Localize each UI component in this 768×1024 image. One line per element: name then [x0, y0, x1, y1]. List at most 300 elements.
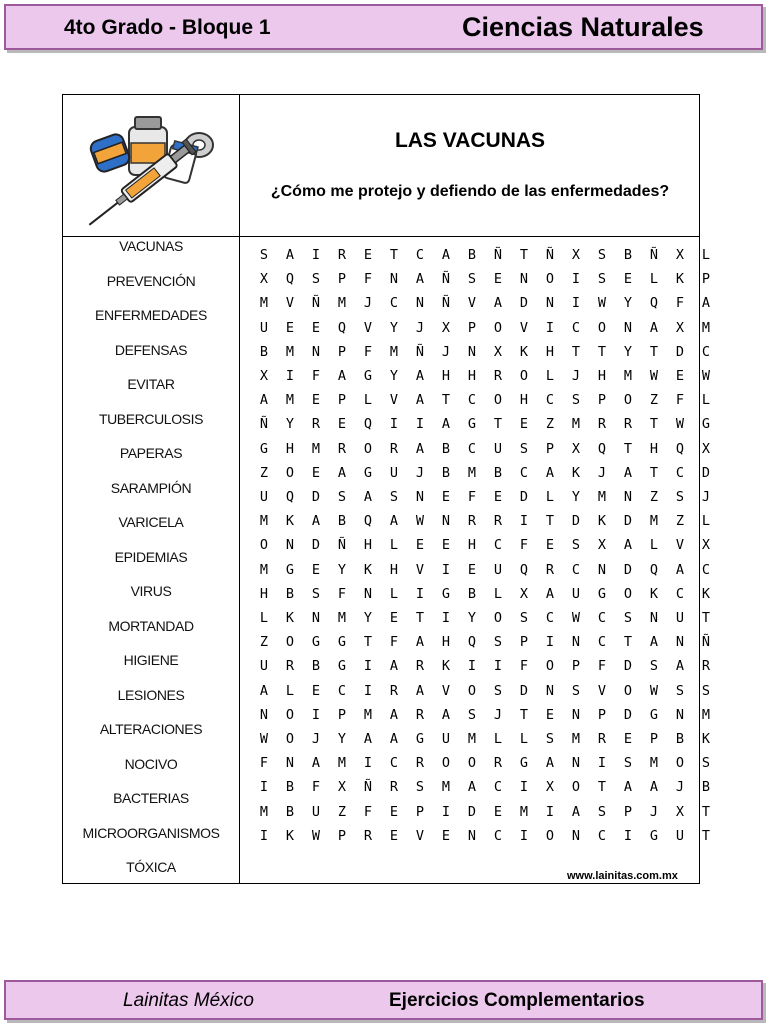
grid-letter[interactable]: C — [675, 464, 685, 481]
grid-letter[interactable]: C — [545, 610, 555, 626]
grid-letter[interactable]: C — [701, 561, 711, 578]
grid-letter[interactable]: I — [389, 416, 399, 433]
grid-letter[interactable]: E — [441, 489, 451, 505]
grid-letter[interactable]: T — [545, 513, 555, 530]
grid-letter[interactable]: O — [571, 779, 581, 796]
grid-letter[interactable]: F — [675, 392, 685, 409]
grid-letter[interactable]: Z — [259, 634, 269, 651]
grid-letter[interactable]: X — [675, 247, 685, 263]
grid-letter[interactable]: Z — [649, 392, 659, 409]
grid-letter[interactable]: N — [363, 585, 373, 602]
grid-letter[interactable]: G — [337, 658, 347, 675]
grid-letter[interactable]: N — [545, 295, 555, 312]
grid-letter[interactable]: V — [389, 392, 399, 409]
grid-letter[interactable]: Y — [623, 295, 633, 312]
grid-letter[interactable]: S — [467, 706, 477, 723]
grid-letter[interactable]: C — [467, 392, 477, 409]
grid-letter[interactable]: R — [467, 513, 477, 530]
grid-letter[interactable]: N — [571, 706, 581, 723]
grid-letter[interactable]: U — [675, 827, 685, 844]
grid-letter[interactable]: T — [597, 779, 607, 796]
grid-letter[interactable]: E — [545, 706, 555, 723]
grid-letter[interactable]: W — [311, 827, 321, 844]
grid-letter[interactable]: G — [337, 634, 347, 651]
grid-letter[interactable]: O — [597, 319, 607, 336]
grid-letter[interactable]: K — [285, 513, 295, 530]
grid-letter[interactable]: N — [675, 634, 685, 651]
grid-letter[interactable]: E — [545, 537, 555, 554]
grid-letter[interactable]: R — [493, 513, 503, 530]
grid-letter[interactable]: Q — [363, 416, 373, 433]
grid-letter[interactable]: N — [311, 610, 321, 626]
grid-letter[interactable]: R — [415, 755, 425, 772]
grid-letter[interactable]: W — [675, 416, 685, 433]
grid-letter[interactable]: A — [415, 440, 425, 457]
grid-letter[interactable]: S — [415, 779, 425, 796]
grid-letter[interactable]: L — [519, 731, 529, 747]
grid-letter[interactable]: S — [467, 271, 477, 288]
grid-letter[interactable]: E — [675, 368, 685, 384]
grid-letter[interactable]: P — [337, 392, 347, 409]
grid-letter[interactable]: A — [701, 295, 711, 312]
grid-letter[interactable]: T — [649, 416, 659, 433]
grid-letter[interactable]: N — [623, 489, 633, 505]
grid-letter[interactable]: N — [623, 319, 633, 336]
grid-letter[interactable]: E — [519, 416, 529, 433]
grid-letter[interactable]: X — [519, 585, 529, 602]
grid-letter[interactable]: N — [285, 755, 295, 772]
grid-letter[interactable]: R — [701, 658, 711, 675]
grid-letter[interactable]: A — [415, 368, 425, 384]
grid-letter[interactable]: A — [259, 682, 269, 699]
grid-letter[interactable]: A — [623, 779, 633, 796]
grid-letter[interactable]: S — [649, 658, 659, 675]
grid-letter[interactable]: Y — [467, 610, 477, 626]
grid-letter[interactable]: I — [597, 755, 607, 772]
grid-letter[interactable]: O — [493, 610, 503, 626]
grid-letter[interactable]: I — [441, 803, 451, 820]
grid-letter[interactable]: A — [649, 634, 659, 651]
grid-letter[interactable]: A — [389, 513, 399, 530]
grid-letter[interactable]: M — [649, 513, 659, 530]
grid-letter[interactable]: E — [623, 731, 633, 747]
grid-letter[interactable]: P — [337, 827, 347, 844]
grid-letter[interactable]: I — [623, 827, 633, 844]
grid-letter[interactable]: V — [467, 295, 477, 312]
grid-letter[interactable]: M — [701, 706, 711, 723]
grid-letter[interactable]: Ñ — [259, 416, 269, 433]
grid-letter[interactable]: J — [311, 731, 321, 747]
grid-letter[interactable]: G — [441, 585, 451, 602]
grid-letter[interactable]: C — [545, 392, 555, 409]
grid-letter[interactable]: H — [389, 561, 399, 578]
grid-letter[interactable]: H — [363, 537, 373, 554]
grid-letter[interactable]: B — [493, 464, 503, 481]
grid-letter[interactable]: C — [389, 295, 399, 312]
grid-letter[interactable]: J — [415, 319, 425, 336]
grid-letter[interactable]: Ñ — [441, 271, 451, 288]
grid-letter[interactable]: A — [415, 392, 425, 409]
grid-letter[interactable]: L — [649, 537, 659, 554]
grid-letter[interactable]: E — [441, 537, 451, 554]
grid-letter[interactable]: G — [701, 416, 711, 433]
grid-letter[interactable]: F — [389, 634, 399, 651]
grid-letter[interactable]: O — [285, 706, 295, 723]
grid-letter[interactable]: M — [285, 392, 295, 409]
grid-letter[interactable]: A — [415, 271, 425, 288]
grid-letter[interactable]: X — [597, 537, 607, 554]
grid-letter[interactable]: D — [623, 706, 633, 723]
grid-letter[interactable]: F — [597, 658, 607, 675]
grid-letter[interactable]: C — [597, 610, 607, 626]
grid-letter[interactable]: A — [415, 634, 425, 651]
grid-letter[interactable]: K — [701, 731, 711, 747]
grid-letter[interactable]: H — [441, 634, 451, 651]
grid-letter[interactable]: L — [389, 537, 399, 554]
grid-letter[interactable]: M — [649, 755, 659, 772]
grid-letter[interactable]: E — [311, 682, 321, 699]
grid-letter[interactable]: B — [259, 343, 269, 360]
grid-letter[interactable]: Z — [259, 464, 269, 481]
grid-letter[interactable]: I — [545, 319, 555, 336]
grid-letter[interactable]: H — [285, 440, 295, 457]
grid-letter[interactable]: C — [493, 537, 503, 554]
grid-letter[interactable]: M — [337, 295, 347, 312]
grid-letter[interactable]: I — [363, 755, 373, 772]
grid-letter[interactable]: E — [389, 827, 399, 844]
grid-letter[interactable]: Q — [467, 634, 477, 651]
grid-letter[interactable]: P — [337, 706, 347, 723]
grid-letter[interactable]: C — [597, 827, 607, 844]
grid-letter[interactable]: M — [701, 319, 711, 336]
grid-letter[interactable]: L — [493, 731, 503, 747]
grid-letter[interactable]: D — [467, 803, 477, 820]
grid-letter[interactable]: K — [441, 658, 451, 675]
grid-letter[interactable]: E — [467, 561, 477, 578]
grid-letter[interactable]: A — [441, 247, 451, 263]
grid-letter[interactable]: I — [571, 271, 581, 288]
grid-letter[interactable]: M — [363, 706, 373, 723]
grid-letter[interactable]: C — [701, 343, 711, 360]
grid-letter[interactable]: O — [623, 392, 633, 409]
grid-letter[interactable]: O — [285, 634, 295, 651]
grid-letter[interactable]: A — [363, 731, 373, 747]
grid-letter[interactable]: Ñ — [545, 247, 555, 263]
grid-letter[interactable]: F — [337, 585, 347, 602]
grid-letter[interactable]: E — [311, 561, 321, 578]
grid-letter[interactable]: D — [311, 489, 321, 505]
grid-letter[interactable]: R — [337, 440, 347, 457]
grid-letter[interactable]: N — [675, 706, 685, 723]
grid-letter[interactable]: N — [467, 827, 477, 844]
grid-letter[interactable]: G — [363, 368, 373, 384]
grid-letter[interactable]: U — [389, 464, 399, 481]
grid-letter[interactable]: R — [545, 561, 555, 578]
grid-letter[interactable]: G — [597, 585, 607, 602]
grid-letter[interactable]: J — [363, 295, 373, 312]
grid-letter[interactable]: A — [545, 755, 555, 772]
grid-letter[interactable]: Ñ — [701, 634, 711, 651]
grid-letter[interactable]: P — [545, 440, 555, 457]
grid-letter[interactable]: S — [597, 271, 607, 288]
grid-letter[interactable]: A — [337, 368, 347, 384]
grid-letter[interactable]: T — [571, 343, 581, 360]
grid-letter[interactable]: P — [597, 706, 607, 723]
grid-letter[interactable]: U — [441, 731, 451, 747]
grid-letter[interactable]: O — [623, 682, 633, 699]
grid-letter[interactable]: G — [363, 464, 373, 481]
grid-letter[interactable]: U — [675, 610, 685, 626]
grid-letter[interactable]: R — [389, 440, 399, 457]
grid-letter[interactable]: I — [545, 634, 555, 651]
grid-letter[interactable]: Z — [337, 803, 347, 820]
grid-letter[interactable]: Ñ — [363, 779, 373, 796]
grid-letter[interactable]: K — [649, 585, 659, 602]
grid-letter[interactable]: E — [311, 464, 321, 481]
grid-letter[interactable]: U — [493, 440, 503, 457]
grid-letter[interactable]: W — [571, 610, 581, 626]
grid-letter[interactable]: C — [571, 561, 581, 578]
grid-letter[interactable]: W — [649, 368, 659, 384]
grid-letter[interactable]: B — [285, 803, 295, 820]
grid-letter[interactable]: I — [467, 658, 477, 675]
grid-letter[interactable]: E — [493, 803, 503, 820]
grid-letter[interactable]: W — [415, 513, 425, 530]
grid-letter[interactable]: S — [545, 731, 555, 747]
grid-letter[interactable]: J — [701, 489, 711, 505]
grid-letter[interactable]: B — [311, 658, 321, 675]
grid-letter[interactable]: N — [415, 489, 425, 505]
grid-letter[interactable]: N — [545, 682, 555, 699]
grid-letter[interactable]: C — [675, 585, 685, 602]
grid-letter[interactable]: T — [649, 464, 659, 481]
grid-letter[interactable]: D — [311, 537, 321, 554]
grid-letter[interactable]: T — [493, 416, 503, 433]
grid-letter[interactable]: R — [337, 247, 347, 263]
grid-letter[interactable]: R — [493, 755, 503, 772]
grid-letter[interactable]: Z — [675, 513, 685, 530]
grid-letter[interactable]: P — [571, 658, 581, 675]
grid-letter[interactable]: R — [311, 416, 321, 433]
grid-letter[interactable]: B — [701, 779, 711, 796]
grid-letter[interactable]: A — [441, 706, 451, 723]
grid-letter[interactable]: C — [389, 755, 399, 772]
grid-letter[interactable]: M — [571, 731, 581, 747]
grid-letter[interactable]: X — [701, 537, 711, 554]
grid-letter[interactable]: A — [675, 561, 685, 578]
grid-letter[interactable]: T — [701, 610, 711, 626]
grid-letter[interactable]: P — [701, 271, 711, 288]
grid-letter[interactable]: I — [571, 295, 581, 312]
grid-letter[interactable]: S — [623, 610, 633, 626]
grid-letter[interactable]: S — [623, 755, 633, 772]
grid-letter[interactable]: O — [259, 537, 269, 554]
grid-letter[interactable]: T — [649, 343, 659, 360]
grid-letter[interactable]: M — [623, 368, 633, 384]
grid-letter[interactable]: U — [571, 585, 581, 602]
grid-letter[interactable]: N — [519, 271, 529, 288]
grid-letter[interactable]: M — [467, 464, 477, 481]
grid-letter[interactable]: G — [285, 561, 295, 578]
grid-letter[interactable]: I — [363, 658, 373, 675]
grid-letter[interactable]: G — [467, 416, 477, 433]
grid-letter[interactable]: X — [337, 779, 347, 796]
grid-letter[interactable]: C — [415, 247, 425, 263]
grid-letter[interactable]: N — [571, 827, 581, 844]
grid-letter[interactable]: M — [285, 343, 295, 360]
grid-letter[interactable]: O — [545, 827, 555, 844]
grid-letter[interactable]: N — [467, 343, 477, 360]
grid-letter[interactable]: T — [519, 706, 529, 723]
grid-letter[interactable]: Q — [649, 561, 659, 578]
grid-letter[interactable]: Q — [649, 295, 659, 312]
grid-letter[interactable]: B — [441, 440, 451, 457]
grid-letter[interactable]: S — [337, 489, 347, 505]
grid-letter[interactable]: C — [493, 779, 503, 796]
grid-letter[interactable]: M — [571, 416, 581, 433]
grid-letter[interactable]: F — [259, 755, 269, 772]
grid-letter[interactable]: C — [571, 319, 581, 336]
grid-letter[interactable]: M — [597, 489, 607, 505]
grid-letter[interactable]: O — [363, 440, 373, 457]
grid-letter[interactable]: I — [441, 610, 451, 626]
grid-letter[interactable]: F — [363, 803, 373, 820]
grid-letter[interactable]: C — [493, 827, 503, 844]
grid-letter[interactable]: D — [623, 561, 633, 578]
grid-letter[interactable]: B — [285, 585, 295, 602]
grid-letter[interactable]: R — [363, 827, 373, 844]
grid-letter[interactable]: R — [389, 682, 399, 699]
grid-letter[interactable]: S — [519, 610, 529, 626]
grid-letter[interactable]: Y — [389, 368, 399, 384]
grid-letter[interactable]: A — [441, 416, 451, 433]
grid-letter[interactable]: H — [545, 343, 555, 360]
grid-letter[interactable]: L — [363, 392, 373, 409]
grid-letter[interactable]: J — [493, 706, 503, 723]
grid-letter[interactable]: V — [415, 827, 425, 844]
grid-letter[interactable]: A — [415, 682, 425, 699]
website-link[interactable]: www.lainitas.com.mx — [567, 870, 678, 882]
grid-letter[interactable]: W — [701, 368, 711, 384]
grid-letter[interactable]: F — [363, 271, 373, 288]
grid-letter[interactable]: E — [389, 610, 399, 626]
grid-letter[interactable]: A — [675, 658, 685, 675]
grid-letter[interactable]: R — [389, 779, 399, 796]
grid-letter[interactable]: F — [311, 779, 321, 796]
grid-letter[interactable]: O — [493, 319, 503, 336]
grid-letter[interactable]: T — [389, 247, 399, 263]
grid-letter[interactable]: L — [701, 392, 711, 409]
grid-letter[interactable]: X — [675, 319, 685, 336]
grid-letter[interactable]: A — [389, 706, 399, 723]
grid-letter[interactable]: I — [519, 513, 529, 530]
grid-letter[interactable]: P — [415, 803, 425, 820]
grid-letter[interactable]: P — [649, 731, 659, 747]
grid-letter[interactable]: M — [259, 513, 269, 530]
grid-letter[interactable]: O — [493, 392, 503, 409]
grid-letter[interactable]: T — [519, 247, 529, 263]
grid-letter[interactable]: A — [649, 779, 659, 796]
grid-letter[interactable]: K — [285, 827, 295, 844]
grid-letter[interactable]: I — [285, 368, 295, 384]
grid-letter[interactable]: O — [545, 271, 555, 288]
grid-letter[interactable]: E — [441, 827, 451, 844]
grid-letter[interactable]: L — [285, 682, 295, 699]
grid-letter[interactable]: R — [493, 368, 503, 384]
grid-letter[interactable]: X — [571, 247, 581, 263]
grid-letter[interactable]: W — [259, 731, 269, 747]
grid-letter[interactable]: H — [441, 368, 451, 384]
grid-letter[interactable]: N — [571, 634, 581, 651]
grid-letter[interactable]: A — [623, 537, 633, 554]
grid-letter[interactable]: N — [571, 755, 581, 772]
grid-letter[interactable]: I — [311, 247, 321, 263]
grid-letter[interactable]: E — [415, 537, 425, 554]
grid-letter[interactable]: W — [649, 682, 659, 699]
grid-letter[interactable]: B — [337, 513, 347, 530]
grid-letter[interactable]: L — [493, 585, 503, 602]
grid-letter[interactable]: L — [545, 489, 555, 505]
grid-letter[interactable]: N — [649, 610, 659, 626]
grid-letter[interactable]: E — [389, 803, 399, 820]
grid-letter[interactable]: M — [259, 295, 269, 312]
grid-letter[interactable]: R — [623, 416, 633, 433]
grid-letter[interactable]: S — [701, 755, 711, 772]
grid-letter[interactable]: I — [363, 682, 373, 699]
grid-letter[interactable]: S — [701, 682, 711, 699]
grid-letter[interactable]: I — [259, 827, 269, 844]
grid-letter[interactable]: Q — [337, 319, 347, 336]
grid-letter[interactable]: O — [285, 731, 295, 747]
grid-letter[interactable]: C — [467, 440, 477, 457]
grid-letter[interactable]: I — [415, 416, 425, 433]
grid-letter[interactable]: X — [259, 368, 269, 384]
grid-letter[interactable]: Ñ — [337, 537, 347, 554]
grid-letter[interactable]: Z — [649, 489, 659, 505]
grid-letter[interactable]: D — [519, 295, 529, 312]
grid-letter[interactable]: O — [623, 585, 633, 602]
grid-letter[interactable]: S — [519, 440, 529, 457]
grid-letter[interactable]: M — [389, 343, 399, 360]
grid-letter[interactable]: A — [623, 464, 633, 481]
grid-letter[interactable]: A — [571, 803, 581, 820]
grid-letter[interactable]: G — [259, 440, 269, 457]
grid-letter[interactable]: G — [311, 634, 321, 651]
grid-letter[interactable]: P — [597, 392, 607, 409]
grid-letter[interactable]: Y — [389, 319, 399, 336]
grid-letter[interactable]: M — [441, 779, 451, 796]
grid-letter[interactable]: E — [493, 489, 503, 505]
grid-letter[interactable]: G — [415, 731, 425, 747]
grid-letter[interactable]: E — [311, 319, 321, 336]
grid-letter[interactable]: O — [467, 755, 477, 772]
grid-letter[interactable]: A — [337, 464, 347, 481]
grid-letter[interactable]: I — [493, 658, 503, 675]
grid-letter[interactable]: D — [519, 489, 529, 505]
grid-letter[interactable]: J — [649, 803, 659, 820]
grid-letter[interactable]: H — [649, 440, 659, 457]
grid-letter[interactable]: B — [467, 585, 477, 602]
grid-letter[interactable]: A — [389, 731, 399, 747]
grid-letter[interactable]: M — [519, 803, 529, 820]
grid-letter[interactable]: Z — [545, 416, 555, 433]
grid-letter[interactable]: H — [519, 392, 529, 409]
grid-letter[interactable]: K — [363, 561, 373, 578]
grid-letter[interactable]: B — [675, 731, 685, 747]
grid-letter[interactable]: Q — [285, 489, 295, 505]
grid-letter[interactable]: Ñ — [441, 295, 451, 312]
grid-letter[interactable]: L — [701, 247, 711, 263]
